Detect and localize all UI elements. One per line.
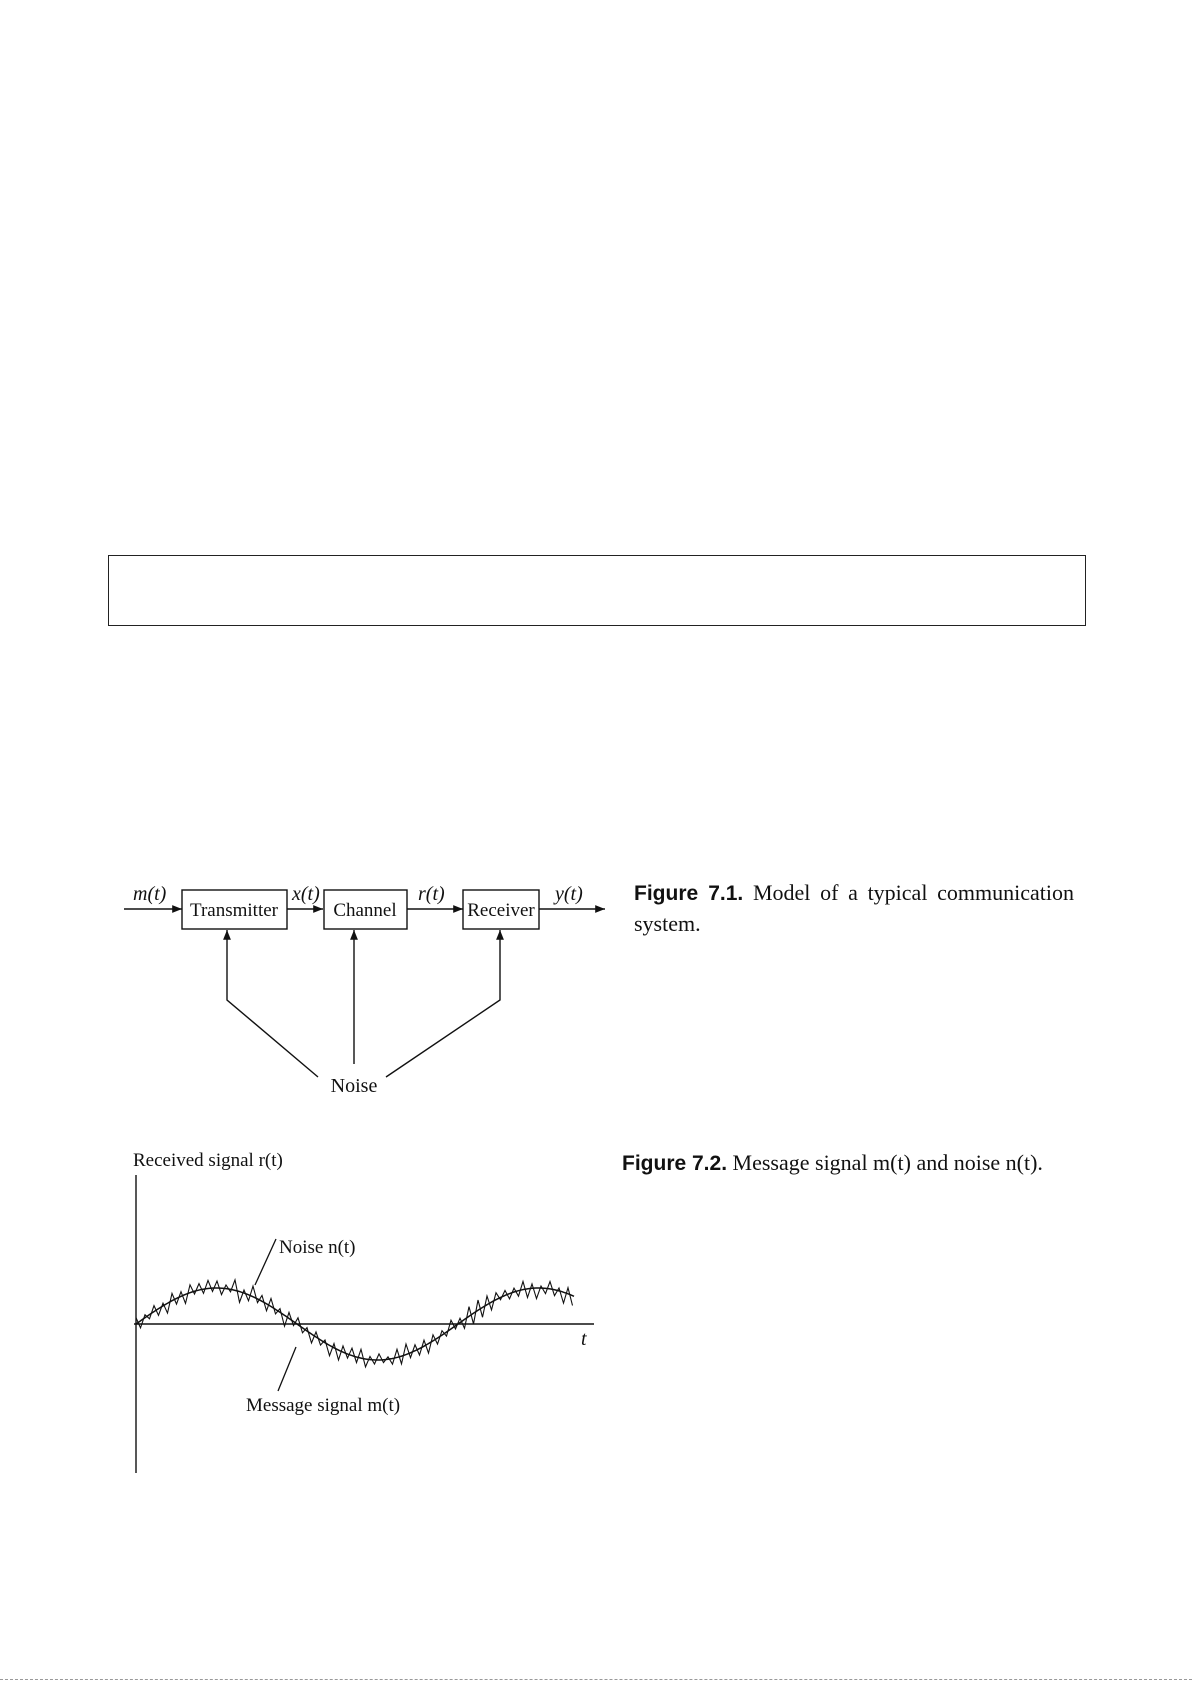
message-pointer-line [278, 1347, 296, 1391]
receiver-label: Receiver [467, 900, 535, 921]
figure-7-1-caption [634, 878, 1074, 939]
r-signal-label: r(t) [418, 883, 445, 905]
noise-label: Noise [330, 1075, 378, 1097]
figure-7-2-number: Figure 7.2. [622, 1152, 728, 1175]
figure-7-1-number: Figure 7.1. [634, 882, 744, 905]
received-signal-axis-label: Received signal r(t) [133, 1150, 283, 1171]
y-signal-label: y(t) [555, 883, 583, 905]
empty-framed-box [108, 555, 1086, 626]
figure-7-2-caption-text: Message signal m(t) and noise n(t). [732, 1150, 1043, 1175]
figure-7-2-caption [622, 1148, 1122, 1179]
message-signal-curve [136, 1288, 574, 1360]
t-axis-label: t [581, 1328, 587, 1350]
figure-7-1-caption-text: Model of a typical communication system. [634, 880, 1074, 936]
noise-to-receiver-line [386, 930, 500, 1077]
channel-label: Channel [333, 900, 397, 921]
noise-to-transmitter-line [227, 930, 318, 1077]
receiver-box [463, 890, 539, 929]
noise-annotation-label: Noise n(t) [279, 1237, 356, 1258]
noise-pointer-line [255, 1239, 276, 1285]
x-signal-label: x(t) [292, 883, 320, 905]
channel-box [324, 890, 407, 929]
received-noisy-signal-curve [136, 1280, 573, 1367]
transmitter-box [182, 890, 287, 929]
message-annotation-label: Message signal m(t) [246, 1395, 401, 1416]
page-bottom-rule [0, 1679, 1192, 1680]
transmitter-label: Transmitter [190, 900, 278, 921]
input-signal-label: m(t) [133, 883, 167, 905]
